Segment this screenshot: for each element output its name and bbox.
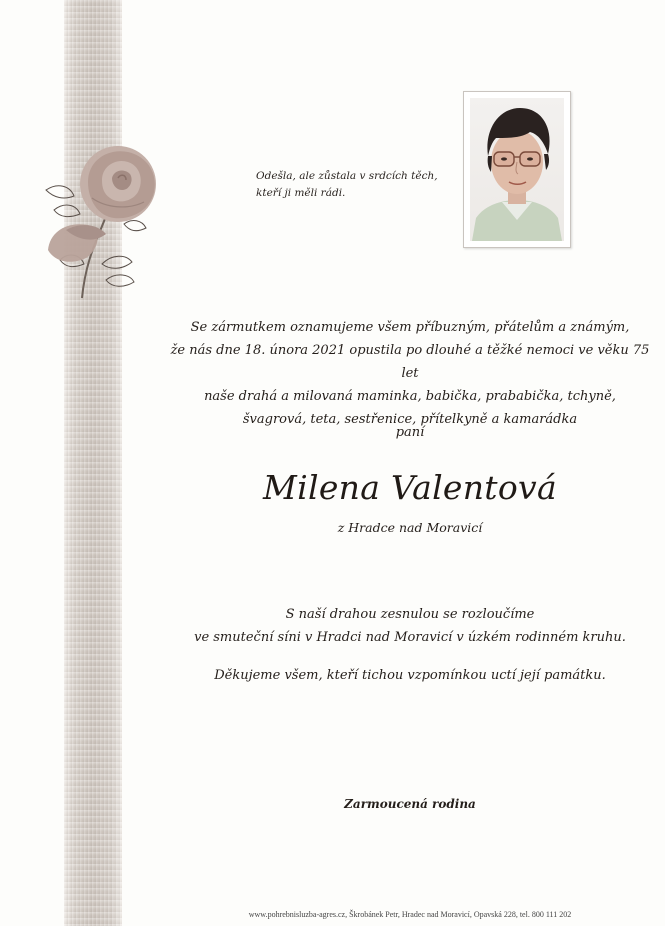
portrait-frame	[463, 91, 571, 248]
rose-icon	[36, 138, 166, 308]
family-signoff: Zarmoucená rodina	[344, 797, 476, 811]
thanks-text: Děkujeme všem, kteří tichou vzpomínkou uctí její památku.	[214, 668, 606, 683]
announcement-line-1: Se zármutkem oznamujeme všem příbuzným, přátelům a známým,	[190, 320, 630, 335]
announcement-line-4: švagrová, teta, sestřenice, přítelkyně a kamarádka	[242, 412, 578, 427]
deceased-name: Milena Valentová	[263, 468, 557, 507]
deceased-origin: z Hradce nad Moravicí	[337, 520, 483, 535]
announcement-line-2: že nás dne 18. února 2021 opustila po dlouhé a těžké nemoci ve věku 75 let	[170, 343, 650, 381]
memorial-quote	[256, 168, 456, 202]
farewell-text	[160, 603, 660, 649]
quote-line-2: kteří ji měli rádi.	[256, 187, 346, 199]
quote-line-1: Odešla, ale zůstala v srdcích těch,	[256, 170, 438, 182]
announcement	[160, 316, 660, 431]
portrait-photo	[470, 98, 564, 241]
farewell-line-2: ve smuteční síni v Hradci nad Moravicí v úzkém rodinném kruhu.	[194, 630, 626, 645]
funeral-service-footer: www.pohrebnisluzba-agres.cz, Škrobánek Petr, Hradec nad Moravicí, Opavská 228, tel. 800 111 202	[248, 910, 572, 919]
farewell-line-1: S naší drahou zesnulou se rozloučíme	[285, 607, 535, 622]
announcement-line-3: naše drahá a milovaná maminka, babička, prababička, tchyně,	[204, 389, 616, 404]
title-word: paní	[395, 425, 425, 440]
